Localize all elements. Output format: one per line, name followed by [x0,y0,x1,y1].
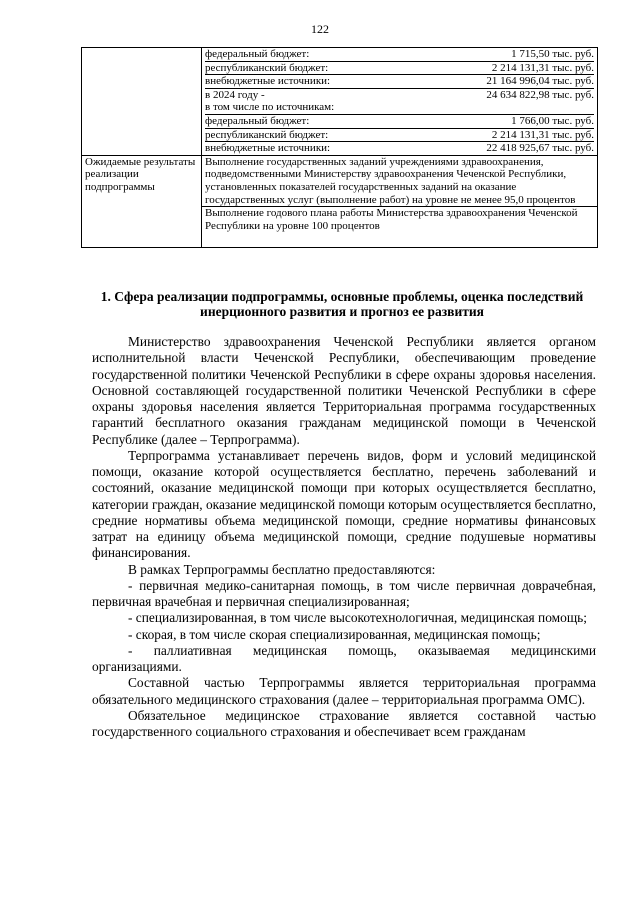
list-item: - скорая, в том числе скорая специализированная, медицинская помощь; [128,626,541,642]
section-heading: 1. Сфера реализации подпрограммы, основные проблемы, оценка последствий инерционного развития и прогноз ее развития [100,289,584,319]
funding-sources-label: в том числе по источникам: [205,101,335,114]
funding-line-label: внебюджетные источники: [205,75,331,88]
funding-year-total: 24 634 822,98 тыс. руб. [486,88,594,101]
expected-results-row [82,155,598,206]
subprogram-passport-table [81,47,598,248]
paragraph: Терпрограмма устанавливает перечень видов, форм и условий медицинской помощи, оказание которой осуществляется бесплатно, перечень заболеваний и состояний, оказание медицинской помощи при которых осуществляется бесплатно, категории граждан, оказание медицинской помощи которым осуществляется бесплатно, средние нормативы объема медицинской помощи, средние нормативы финансовых затрат на единицу объема медицинской помощи, средние подушевые нормативы финансирования. [92,447,596,561]
funding-line-value: 1 715,50 тыс. руб. [511,48,594,60]
expected-result-cell [202,155,598,206]
funding-line-2023-federal [205,48,594,62]
funding-line-2023-extrabudget [205,75,594,89]
funding-row [82,48,598,156]
list-item: - первичная медико-санитарная помощь, в том числе первичная доврачебная, первичная врачебная и первичная специализированная; [92,577,596,609]
expected-result-text: Выполнение государственных заданий учреждениями здравоохранения, подведомственными Министерству здравоохранения Чеченской Республики, установленных показателей государственных заданий на оказание государственных услуг (выполнение работ) на уровне не менее 95,0 процентов [205,155,576,206]
paragraph: Составной частью Терпрограммы является территориальная программа обязательного медицинского страхования (далее – территориальная программа ОМС). [92,675,596,707]
funding-line-value: 22 418 925,67 тыс. руб. [486,142,594,155]
funding-year-label: в 2024 году - [205,88,265,101]
page-number: 122 [311,22,329,36]
funding-cell [202,48,598,156]
funding-line-label: внебюджетные источники: [205,142,331,155]
funding-line-2024-total [205,89,594,102]
funding-line-value: 2 214 131,31 тыс. руб. [491,61,594,74]
section-body [92,334,596,740]
funding-line-2024-republic [205,129,594,143]
expected-result-cell [202,207,598,248]
list-item: - специализированная, в том числе высокотехнологичная, медицинская помощь; [128,610,587,626]
expected-result-text: Выполнение годового плана работы Министерства здравоохранения Чеченской Республики на уровне 100 процентов [205,207,578,232]
funding-line-2024-federal [205,115,594,129]
paragraph: Министерство здравоохранения Чеченской Республики является органом исполнительной власти Чеченской Республики, обеспечивающим проведение государственной политики Чеченской Республики в сфере охраны здоровья населения. Основной составляющей государственной политики Чеченской Республики в сфере охраны здоровья населения является Территориальная программа государственных гарантий бесплатного оказания гражданам медицинской помощи в Чеченской Республике (далее – Терпрограмма). [92,334,596,447]
funding-line-value: 21 164 996,04 тыс. руб. [486,75,594,88]
funding-line-label: федеральный бюджет: [205,48,310,60]
expected-results-label: Ожидаемые результаты реализации подпрограммы [82,155,202,247]
funding-line-2024-extrabudget [205,142,594,155]
funding-line-label: федеральный бюджет: [205,114,310,127]
funding-line-2023-republic [205,62,594,76]
list-item: - паллиативная медицинская помощь, оказываемая медицинскими организациями. [92,642,596,674]
funding-line-label: республиканский бюджет: [205,128,329,141]
paragraph: Обязательное медицинское страхование является составной частью государственного социального страхования и обеспечивает всем гражданам [92,707,596,739]
funding-line-value: 2 214 131,31 тыс. руб. [491,128,594,141]
funding-line-label: республиканский бюджет: [205,61,329,74]
funding-line-sources [205,101,594,115]
funding-line-value: 1 766,00 тыс. руб. [511,114,594,127]
paragraph: В рамках Терпрограммы бесплатно предоставляются: [128,561,436,577]
funding-label-cell [82,48,202,156]
